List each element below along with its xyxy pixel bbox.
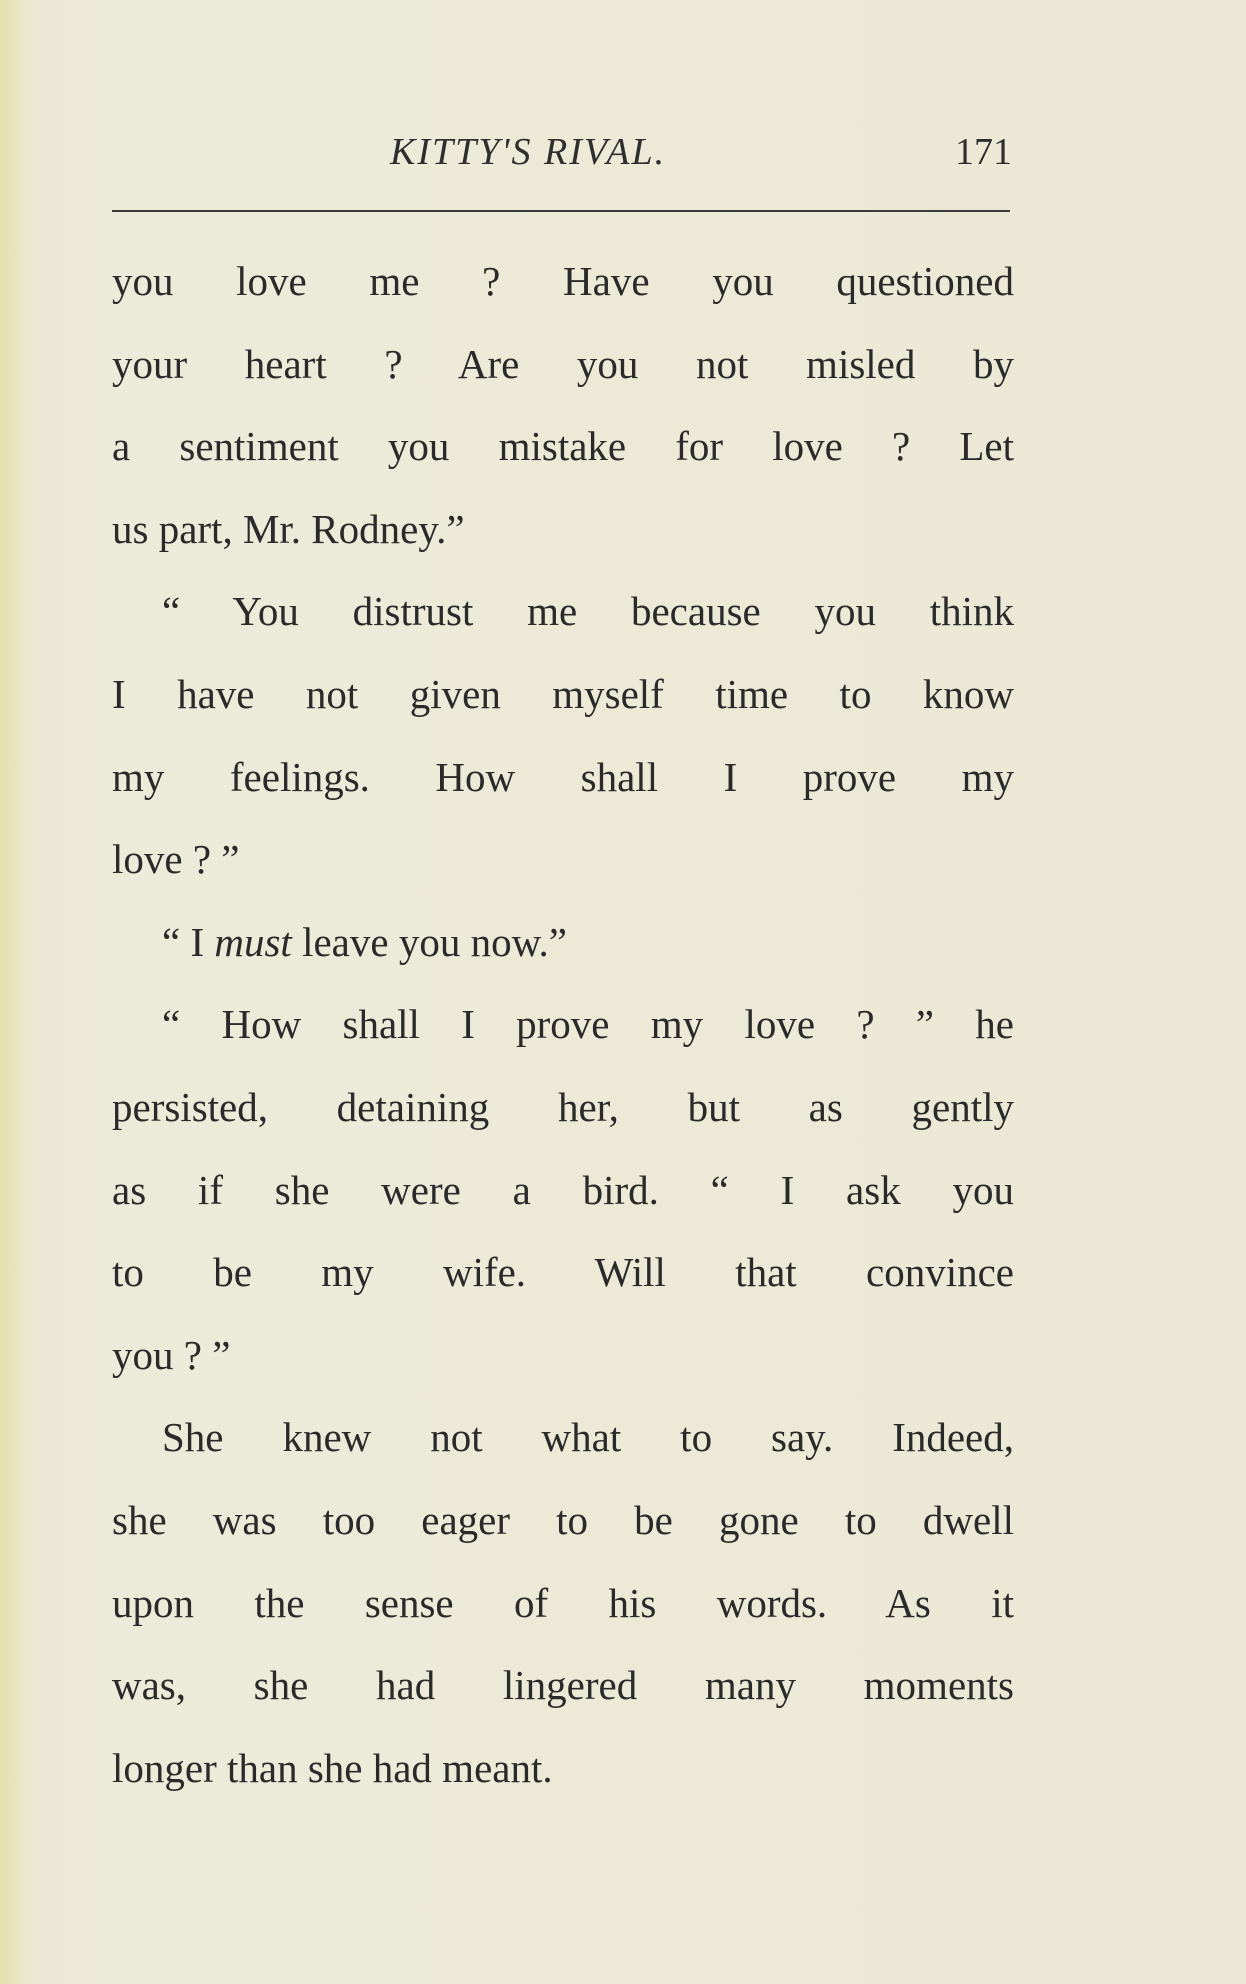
text-line: was, she had lingered many moments xyxy=(112,1662,1014,1709)
running-head xyxy=(112,130,1012,180)
text-line: us part, Mr. Rodney.” xyxy=(112,505,465,552)
text-line: “ How shall I prove my love ? ” he xyxy=(162,1001,1014,1048)
text-line: love ? ” xyxy=(112,836,240,883)
text-line: longer than she had meant. xyxy=(112,1744,553,1791)
text-line: to be my wife. Will that convince xyxy=(112,1249,1014,1296)
body-text xyxy=(112,240,1014,1809)
running-title: KITTY'S RIVAL. xyxy=(390,131,667,173)
text-fragment: “ I xyxy=(162,918,215,965)
text-line: She knew not what to say. Indeed, xyxy=(162,1414,1014,1461)
text-line: my feelings. How shall I prove my xyxy=(112,753,1014,800)
page-number: 171 xyxy=(955,131,1012,173)
text-line: your heart ? Are you not misled by xyxy=(112,340,1014,387)
text-line: upon the sense of his words. As it xyxy=(112,1579,1014,1626)
text-line: “ You distrust me because you think xyxy=(162,588,1014,635)
text-line: I have not given myself time to know xyxy=(112,670,1014,717)
text-fragment: leave you now.” xyxy=(291,918,567,965)
emphasized-word: must xyxy=(214,918,292,965)
text-line: you love me ? Have you questioned xyxy=(112,258,1014,304)
text-line: you ? ” xyxy=(112,1331,231,1378)
text-line: persisted, detaining her, but as gently xyxy=(112,1083,1014,1130)
text-line-mixed xyxy=(112,901,1014,984)
text-line: as if she were a bird. “ I ask you xyxy=(112,1166,1014,1213)
text-line: she was too eager to be gone to dwell xyxy=(112,1496,1014,1543)
text-line: a sentiment you mistake for love ? Let xyxy=(112,423,1014,470)
header-rule xyxy=(112,210,1010,212)
